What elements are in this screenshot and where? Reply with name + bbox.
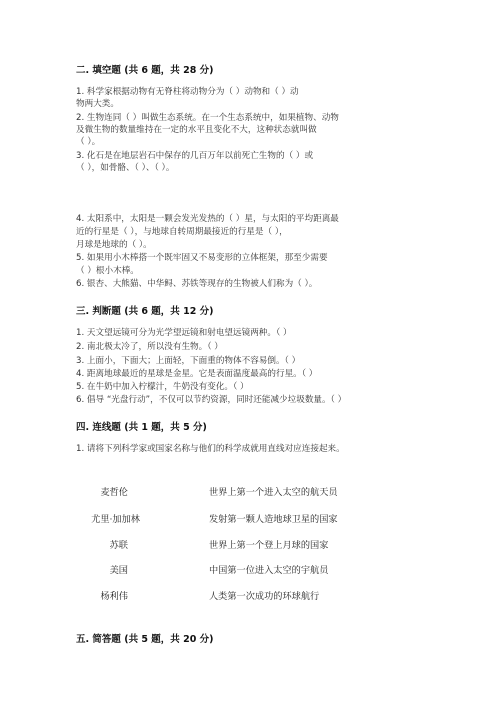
matching-left-item[interactable]: 苏联 <box>109 540 128 551</box>
judge-q4: 4. 距离地球最近的星球是金星。它是表面温度最高的行星。（ ） <box>76 369 318 379</box>
matching-right-item[interactable]: 人类第一次成功的环球航行 <box>209 591 320 602</box>
judge-q3: 3. 上面小，下面大；上面轻，下面重的物体不容易倒。（ ） <box>76 356 301 366</box>
matching-right-item[interactable]: 中国第一位进入太空的宇航员 <box>209 565 329 576</box>
fill-blank-q1-line1: 1. 科学家根据动物有无脊柱将动物分为（ ）动物和（ ）动 <box>76 87 299 97</box>
judge-q2: 2. 南北极太冷了，所以没有生物。（ ） <box>76 342 223 352</box>
fill-blank-q5-line1: 5. 如果用小木棒搭一个既牢固又不易变形的立体框架，那至少需要 <box>76 253 328 263</box>
judge-q5: 5. 在牛奶中加入柠檬汁，牛奶没有变化。（ ） <box>76 382 249 392</box>
fill-blank-q3-line2: （ ），如骨骼、（ ）、（ ）。 <box>76 163 175 173</box>
fill-blank-q2-line3: （ ）。 <box>76 137 101 147</box>
section-fill-blank-title: 二. 填空题 (共 6 题，共 28 分) <box>76 65 214 76</box>
judge-q1: 1. 天文望远镜可分为光学望远镜和射电望远镜两种。（ ） <box>76 328 292 338</box>
fill-blank-q4-line3: 月球是地球的（ ）。 <box>76 240 152 250</box>
fill-blank-q2-line2: 及微生物的数量维持在一定的水平且变化不大，这种状态就叫做 <box>76 125 317 135</box>
section-judge-title: 三. 判断题 (共 6 题，共 12 分) <box>76 306 214 317</box>
fill-blank-q5-line2: （ ）根小木棒。 <box>76 266 139 276</box>
matching-right-item[interactable]: 世界上第一个登上月球的国家 <box>209 540 329 551</box>
matching-left-item[interactable]: 麦哲伦 <box>100 487 128 498</box>
matching-right-item[interactable]: 发射第一颗人造地球卫星的国家 <box>209 514 338 525</box>
section-short-answer-title: 五. 简答题 (共 5 题，共 20 分) <box>76 634 214 645</box>
matching-right-item[interactable]: 世界上第一个进入太空的航天员 <box>209 487 338 498</box>
section-matching-title: 四. 连线题 (共 1 题，共 5 分) <box>76 422 207 433</box>
matching-left-item[interactable]: 尤里·加加林 <box>91 514 140 525</box>
fill-blank-q6: 6. 银杏、大熊猫、中华鲟、苏铁等现存的生物被人们称为（ ）。 <box>76 279 318 289</box>
fill-blank-q2-line1: 2. 生物连同（ ）叫做生态系统。在一个生态系统中，如果植物、动物 <box>76 113 339 123</box>
fill-blank-q4-line1: 4. 太阳系中，太阳是一颗会发光发热的（ ）星，与太阳的平均距离最 <box>76 214 339 224</box>
matching-instruction: 1. 请将下列科学家或国家名称与他们的科学成就用直线对应连接起来。 <box>76 444 345 454</box>
matching-left-item[interactable]: 美国 <box>109 565 128 576</box>
matching-left-item[interactable]: 杨利伟 <box>100 591 128 602</box>
judge-q6: 6. 倡导 “光盘行动”，不仅可以节约资源，同时还能减少垃圾数量。（ ） <box>76 395 347 405</box>
fill-blank-q4-line2: 近的行星是（ ），与地球自转周期最接近的行星是（ ）， <box>76 227 288 237</box>
fill-blank-q3-line1: 3. 化石是在地层岩石中保存的几百万年以前死亡生物的（ ）或 <box>76 151 314 161</box>
fill-blank-q1-line2: 物两大类。 <box>76 99 119 109</box>
